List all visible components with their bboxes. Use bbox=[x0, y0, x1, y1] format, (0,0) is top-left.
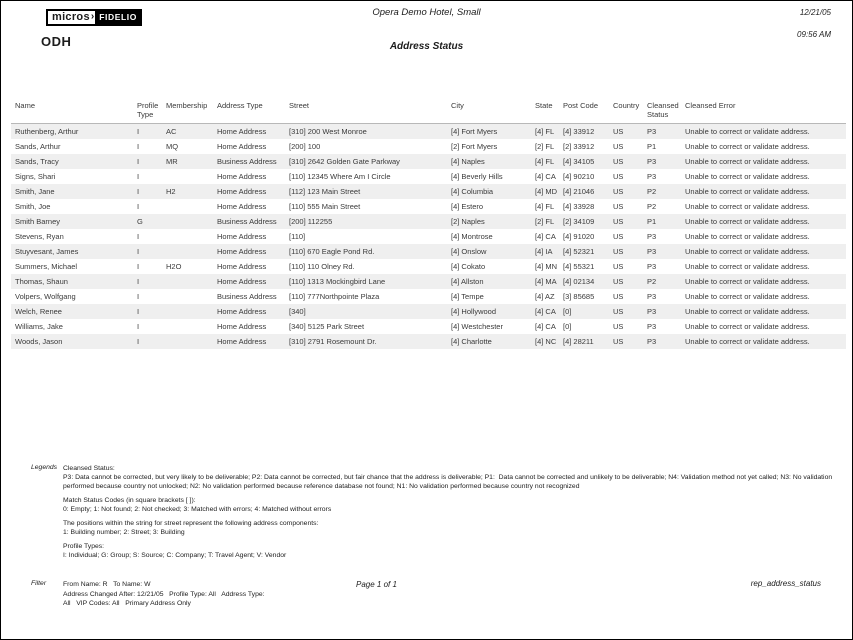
cell-profile-type: I bbox=[137, 202, 140, 211]
cell-cleansed-error: Unable to correct or validate address. bbox=[685, 157, 810, 166]
cell-country: US bbox=[613, 337, 624, 346]
cell-address-type: Home Address bbox=[217, 322, 267, 331]
cell-street: [310] 2642 Golden Gate Parkway bbox=[289, 157, 400, 166]
cell-cleansed-error: Unable to correct or validate address. bbox=[685, 322, 810, 331]
cell-post-code: [4] 55321 bbox=[563, 262, 595, 271]
cell-street: [110] 12345 Where Am I Circle bbox=[289, 172, 391, 181]
legend-text: P3: Data cannot be corrected, but very likely to be deliverable; P2: Data cannot be corrected, but fair chance that the address is deliverable; P1: Data cannot be corrected and unlikely to be deliverable; N4: Validation method not yet called; N3: No validation performed because country not unlocked; N2: No validation performed because reference database not found; N1: No validation performed because country not recognized bbox=[63, 474, 835, 490]
cell-city: [4] Hollywood bbox=[451, 307, 497, 316]
cell-street: [110] 555 Main Street bbox=[289, 202, 361, 211]
cell-membership: MQ bbox=[166, 142, 179, 151]
table-row bbox=[11, 124, 846, 139]
cell-cleansed-error: Unable to correct or validate address. bbox=[685, 277, 810, 286]
cell-cleansed-error: Unable to correct or validate address. bbox=[685, 247, 810, 256]
cell-country: US bbox=[613, 262, 624, 271]
cell-profile-type: I bbox=[137, 322, 140, 331]
cell-cleansed-status: P3 bbox=[647, 157, 657, 166]
cell-name: Ruthenberg, Arthur bbox=[15, 127, 79, 136]
cell-cleansed-error: Unable to correct or validate address. bbox=[685, 337, 810, 346]
cell-cleansed-status: P1 bbox=[647, 142, 657, 151]
cell-street: [340] 5125 Park Street bbox=[289, 322, 365, 331]
cell-name: Signs, Shari bbox=[15, 172, 56, 181]
legends-label: Legends bbox=[31, 464, 58, 471]
cell-membership: H2 bbox=[166, 187, 176, 196]
run-time: 09:56 AM bbox=[797, 30, 831, 39]
cell-profile-type: I bbox=[137, 292, 140, 301]
cell-street: [200] 100 bbox=[289, 142, 321, 151]
cell-cleansed-error: Unable to correct or validate address. bbox=[685, 187, 810, 196]
cell-post-code: [4] 33928 bbox=[563, 202, 595, 211]
cell-cleansed-error: Unable to correct or validate address. bbox=[685, 127, 810, 136]
cell-name: Smith, Jane bbox=[15, 187, 55, 196]
cell-city: [4] Tempe bbox=[451, 292, 484, 301]
legend-street-positions bbox=[63, 519, 846, 537]
cell-address-type: Home Address bbox=[217, 187, 267, 196]
cell-address-type: Home Address bbox=[217, 127, 267, 136]
cell-city: [4] Estero bbox=[451, 202, 484, 211]
cell-name: Woods, Jason bbox=[15, 337, 63, 346]
cell-street: [110] 110 Olney Rd. bbox=[289, 262, 355, 271]
cell-city: [4] Montrose bbox=[451, 232, 493, 241]
cell-cleansed-error: Unable to correct or validate address. bbox=[685, 307, 810, 316]
filter-line-vip: All VIP Codes: All Primary Address Only bbox=[63, 600, 191, 607]
cell-state: [4] CA bbox=[535, 322, 556, 331]
col-header-cleansed-status: Cleansed Status bbox=[647, 101, 679, 119]
cell-city: [2] Fort Myers bbox=[451, 142, 498, 151]
cell-country: US bbox=[613, 247, 624, 256]
cell-state: [4] MA bbox=[535, 277, 557, 286]
cell-cleansed-error: Unable to correct or validate address. bbox=[685, 142, 810, 151]
cell-name: Volpers, Wolfgang bbox=[15, 292, 76, 301]
cell-address-type: Home Address bbox=[217, 232, 267, 241]
cell-city: [4] Cokato bbox=[451, 262, 486, 271]
cell-post-code: [4] 21046 bbox=[563, 187, 595, 196]
cell-cleansed-error: Unable to correct or validate address. bbox=[685, 292, 810, 301]
legend-title: Profile Types: bbox=[63, 543, 105, 550]
cell-country: US bbox=[613, 127, 624, 136]
cell-country: US bbox=[613, 172, 624, 181]
cell-address-type: Business Address bbox=[217, 217, 277, 226]
chevron-right-icon: › bbox=[91, 9, 95, 26]
cell-post-code: [4] 28211 bbox=[563, 337, 594, 346]
cell-name: Summers, Michael bbox=[15, 262, 78, 271]
cell-state: [2] FL bbox=[535, 217, 555, 226]
cell-membership: MR bbox=[166, 157, 178, 166]
cell-name: Sands, Arthur bbox=[15, 142, 61, 151]
col-header-profile-type: Profile Type bbox=[137, 101, 159, 119]
cell-cleansed-status: P2 bbox=[647, 202, 657, 211]
logo-fidelio-text: FIDELIO bbox=[95, 9, 142, 26]
cell-membership: H2O bbox=[166, 262, 182, 271]
table-row bbox=[11, 304, 846, 319]
table-row bbox=[11, 169, 846, 184]
cell-cleansed-status: P3 bbox=[647, 262, 657, 271]
cell-street: [110] 1313 Mockingbird Lane bbox=[289, 277, 386, 286]
property-code: ODH bbox=[41, 34, 72, 49]
cell-state: [4] MD bbox=[535, 187, 558, 196]
cell-cleansed-status: P3 bbox=[647, 292, 657, 301]
cell-address-type: Business Address bbox=[217, 292, 277, 301]
filter-block bbox=[63, 580, 353, 609]
cell-profile-type: I bbox=[137, 187, 140, 196]
cell-post-code: [0] bbox=[563, 307, 572, 316]
report-id: rep_address_status bbox=[750, 579, 821, 588]
cell-post-code: [2] 33912 bbox=[563, 142, 595, 151]
cell-city: [4] Onslow bbox=[451, 247, 487, 256]
cell-street: [110] 777Northpointe Plaza bbox=[289, 292, 380, 301]
cell-address-type: Home Address bbox=[217, 277, 267, 286]
col-header-name: Name bbox=[15, 101, 36, 110]
cell-city: [4] Beverly Hills bbox=[451, 172, 503, 181]
cell-cleansed-status: P2 bbox=[647, 277, 657, 286]
cell-name: Thomas, Shaun bbox=[15, 277, 68, 286]
table-header-row bbox=[11, 102, 846, 124]
cell-name: Smith, Joe bbox=[15, 202, 51, 211]
filter-label: Filter bbox=[31, 580, 47, 587]
table-row bbox=[11, 229, 846, 244]
cell-state: [4] FL bbox=[535, 157, 555, 166]
col-header-post-code: Post Code bbox=[563, 101, 599, 110]
col-header-state: State bbox=[535, 101, 553, 110]
table-row bbox=[11, 214, 846, 229]
legend-match-status-codes bbox=[63, 496, 846, 514]
legends-block bbox=[63, 464, 846, 565]
cell-post-code: [4] 52321 bbox=[563, 247, 595, 256]
cell-post-code: [0] bbox=[563, 322, 572, 331]
col-header-country: Country bbox=[613, 101, 640, 110]
col-header-membership: Membership bbox=[166, 101, 208, 110]
cell-post-code: [4] 34105 bbox=[563, 157, 595, 166]
cell-membership: AC bbox=[166, 127, 177, 136]
cell-country: US bbox=[613, 142, 624, 151]
address-status-table bbox=[11, 102, 846, 349]
legend-title: Cleansed Status: bbox=[63, 465, 115, 472]
table-row bbox=[11, 184, 846, 199]
cell-country: US bbox=[613, 217, 624, 226]
cell-profile-type: I bbox=[137, 142, 140, 151]
cell-city: [4] Fort Myers bbox=[451, 127, 498, 136]
cell-country: US bbox=[613, 232, 624, 241]
cell-address-type: Home Address bbox=[217, 142, 267, 151]
cell-country: US bbox=[613, 322, 624, 331]
cell-name: Williams, Jake bbox=[15, 322, 63, 331]
cell-post-code: [4] 90210 bbox=[563, 172, 595, 181]
cell-cleansed-status: P1 bbox=[647, 217, 657, 226]
cell-cleansed-status: P3 bbox=[647, 337, 657, 346]
cell-city: [4] Columbia bbox=[451, 187, 494, 196]
col-header-street: Street bbox=[289, 101, 310, 110]
cell-post-code: [2] 34109 bbox=[563, 217, 595, 226]
col-header-cleansed-error: Cleansed Error bbox=[685, 101, 736, 110]
run-date: 12/21/05 bbox=[799, 8, 831, 17]
hotel-name: Opera Demo Hotel, Small bbox=[372, 7, 481, 18]
cell-post-code: [4] 91020 bbox=[563, 232, 595, 241]
cell-profile-type: I bbox=[137, 277, 140, 286]
cell-address-type: Home Address bbox=[217, 262, 267, 271]
table-row bbox=[11, 274, 846, 289]
cell-post-code: [4] 02134 bbox=[563, 277, 595, 286]
cell-city: [4] Naples bbox=[451, 157, 485, 166]
page-title: Address Status bbox=[389, 41, 464, 52]
table-row bbox=[11, 289, 846, 304]
cell-address-type: Home Address bbox=[217, 202, 267, 211]
table-row bbox=[11, 259, 846, 274]
legend-profile-types bbox=[63, 542, 846, 560]
legend-cleansed-status bbox=[63, 464, 846, 491]
table-body bbox=[11, 124, 846, 349]
legend-text: 1: Building number; 2: Street; 3: Building bbox=[63, 529, 185, 536]
cell-name: Stuyvesant, James bbox=[15, 247, 79, 256]
filter-line-names: From Name: R To Name: W bbox=[63, 581, 151, 588]
cell-profile-type: I bbox=[137, 337, 140, 346]
cell-state: [4] CA bbox=[535, 232, 556, 241]
logo-micros-text: micros bbox=[46, 9, 91, 26]
cell-profile-type: I bbox=[137, 172, 140, 181]
cell-cleansed-status: P3 bbox=[647, 127, 657, 136]
table-row bbox=[11, 199, 846, 214]
cell-state: [4] CA bbox=[535, 307, 556, 316]
cell-state: [4] FL bbox=[535, 127, 555, 136]
cell-cleansed-status: P2 bbox=[647, 187, 657, 196]
cell-profile-type: I bbox=[137, 262, 140, 271]
cell-city: [4] Allston bbox=[451, 277, 484, 286]
legend-title: Match Status Codes (in square brackets [ ]): bbox=[63, 497, 196, 504]
table-row bbox=[11, 319, 846, 334]
cell-country: US bbox=[613, 277, 624, 286]
legend-text: 0: Empty; 1: Not found; 2: Not checked; 3: Matched with errors; 4: Matched without errors bbox=[63, 506, 332, 513]
cell-state: [4] IA bbox=[535, 247, 553, 256]
cell-street: [310] 200 West Monroe bbox=[289, 127, 367, 136]
cell-cleansed-status: P3 bbox=[647, 322, 657, 331]
col-header-city: City bbox=[451, 101, 464, 110]
cell-name: Sands, Tracy bbox=[15, 157, 59, 166]
cell-address-type: Home Address bbox=[217, 172, 267, 181]
cell-cleansed-status: P3 bbox=[647, 247, 657, 256]
cell-street: [110] 670 Eagle Pond Rd. bbox=[289, 247, 375, 256]
cell-country: US bbox=[613, 202, 624, 211]
col-header-address-type: Address Type bbox=[217, 101, 263, 110]
cell-profile-type: I bbox=[137, 127, 140, 136]
cell-post-code: [4] 33912 bbox=[563, 127, 595, 136]
cell-cleansed-status: P3 bbox=[647, 232, 657, 241]
cell-state: [4] NC bbox=[535, 337, 557, 346]
cell-post-code: [3] 85685 bbox=[563, 292, 595, 301]
cell-profile-type: I bbox=[137, 232, 140, 241]
cell-address-type: Home Address bbox=[217, 247, 267, 256]
cell-address-type: Home Address bbox=[217, 307, 267, 316]
table-row bbox=[11, 334, 846, 349]
cell-state: [4] AZ bbox=[535, 292, 555, 301]
table-row bbox=[11, 244, 846, 259]
cell-cleansed-status: P3 bbox=[647, 172, 657, 181]
cell-country: US bbox=[613, 307, 624, 316]
table-row bbox=[11, 154, 846, 169]
cell-city: [2] Naples bbox=[451, 217, 485, 226]
cell-address-type: Home Address bbox=[217, 337, 267, 346]
cell-street: [112] 123 Main Street bbox=[289, 187, 361, 196]
cell-country: US bbox=[613, 187, 624, 196]
cell-street: [200] 112255 bbox=[289, 217, 333, 226]
cell-profile-type: I bbox=[137, 247, 140, 256]
cell-cleansed-status: P3 bbox=[647, 307, 657, 316]
legend-title: The positions within the string for street represent the following address components: bbox=[63, 520, 319, 527]
cell-name: Smith Barney bbox=[15, 217, 61, 226]
cell-cleansed-error: Unable to correct or validate address. bbox=[685, 172, 810, 181]
cell-state: [4] CA bbox=[535, 172, 556, 181]
cell-country: US bbox=[613, 292, 624, 301]
cell-city: [4] Westchester bbox=[451, 322, 503, 331]
cell-cleansed-error: Unable to correct or validate address. bbox=[685, 262, 810, 271]
cell-state: [4] FL bbox=[535, 202, 555, 211]
cell-state: [4] MN bbox=[535, 262, 558, 271]
cell-cleansed-error: Unable to correct or validate address. bbox=[685, 232, 810, 241]
cell-cleansed-error: Unable to correct or validate address. bbox=[685, 202, 810, 211]
legend-text: I: Individual; G: Group; S: Source; C: Company; T: Travel Agent; V: Vendor bbox=[63, 552, 287, 559]
filter-line-changed: Address Changed After: 12/21/05 Profile Type: All Address Type: bbox=[63, 590, 265, 598]
cell-name: Welch, Renee bbox=[15, 307, 62, 316]
cell-address-type: Business Address bbox=[217, 157, 277, 166]
cell-state: [2] FL bbox=[535, 142, 555, 151]
cell-name: Stevens, Ryan bbox=[15, 232, 64, 241]
cell-street: [110] bbox=[289, 232, 306, 241]
cell-country: US bbox=[613, 157, 624, 166]
cell-street: [340] bbox=[289, 307, 306, 316]
cell-cleansed-error: Unable to correct or validate address. bbox=[685, 217, 810, 226]
cell-profile-type: G bbox=[137, 217, 143, 226]
table-row bbox=[11, 139, 846, 154]
cell-profile-type: I bbox=[137, 307, 140, 316]
cell-profile-type: I bbox=[137, 157, 140, 166]
page-number: Page 1 of 1 bbox=[356, 580, 397, 589]
cell-city: [4] Charlotte bbox=[451, 337, 492, 346]
cell-street: [310] 2791 Rosemount Dr. bbox=[289, 337, 377, 346]
